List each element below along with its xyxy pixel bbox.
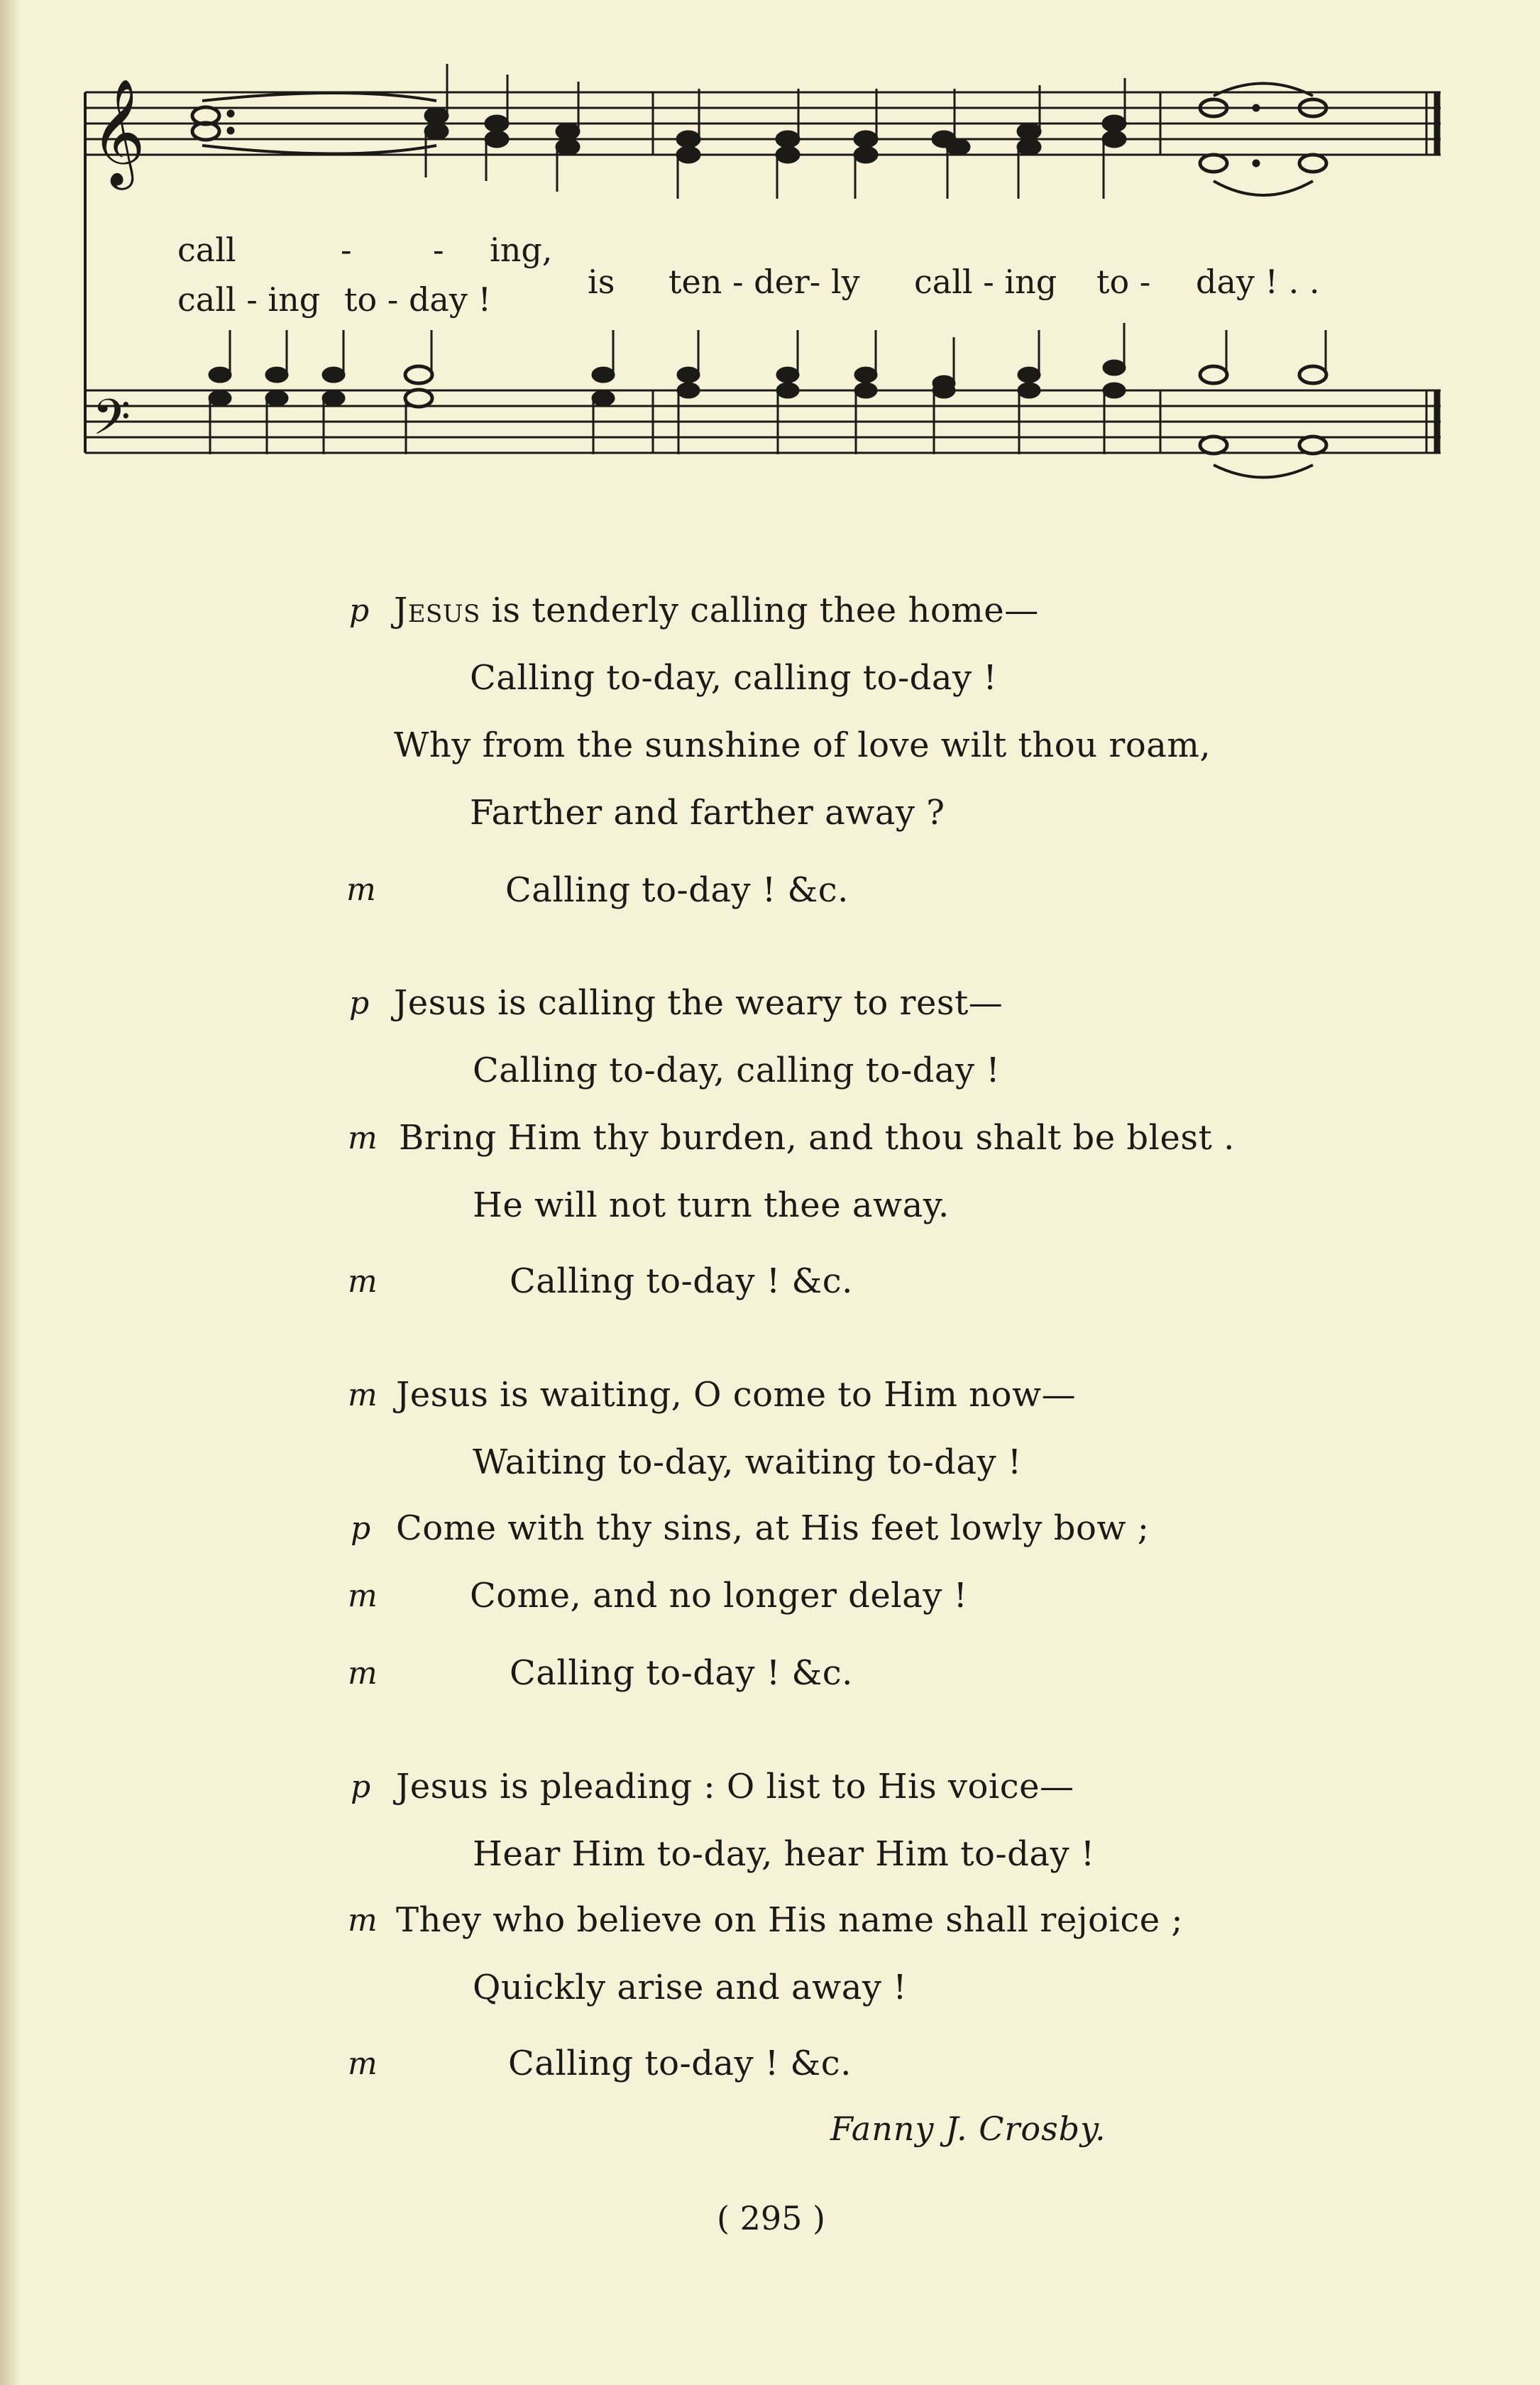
verse-line: Come with thy sins, at His feet lowly bow ; bbox=[396, 1508, 1150, 1548]
treble-notes bbox=[192, 64, 1326, 199]
author-credit: Fanny J. Crosby. bbox=[830, 2110, 1106, 2148]
treble-staff bbox=[85, 92, 1441, 155]
lyric-hyphen: - bbox=[341, 231, 352, 269]
verse-line: Farther and farther away ? bbox=[470, 793, 945, 833]
bass-notes bbox=[209, 383, 1326, 478]
refrain-line: Calling to-day ! &c. bbox=[510, 1261, 853, 1301]
verse-line: Waiting to-day, waiting to-day ! bbox=[473, 1442, 1022, 1482]
verse-line: Jesus is waiting, O come to Him now— bbox=[396, 1375, 1077, 1415]
verse-line: Why from the sunshine of love wilt thou roam, bbox=[394, 725, 1211, 765]
refrain-line: Calling to-day ! &c. bbox=[508, 2044, 852, 2083]
tenor-notes bbox=[209, 323, 1326, 390]
dynamic-mark: p bbox=[349, 985, 370, 1021]
bass-clef-icon: 𝄢 bbox=[92, 388, 131, 458]
verse-line: Jesus is calling the weary to rest— bbox=[394, 983, 1003, 1023]
verse-line: Calling to-day, calling to-day ! bbox=[473, 1051, 1001, 1090]
dynamic-mark: p bbox=[351, 1769, 371, 1805]
dynamic-mark: m bbox=[348, 1655, 378, 1692]
page-gutter bbox=[0, 0, 18, 2385]
lyric-tenderly: ten - der- ly bbox=[669, 263, 860, 301]
lyric-ing: ing, bbox=[490, 231, 553, 269]
lyric-hyphen: - bbox=[433, 231, 444, 269]
lyric-day: day ! . . bbox=[1196, 263, 1320, 301]
dynamic-mark: m bbox=[346, 872, 376, 908]
verse-line: Jesus is tenderly calling thee home— bbox=[394, 591, 1039, 630]
lyric-is: is bbox=[588, 263, 615, 301]
dynamic-mark: m bbox=[348, 1902, 378, 1939]
dynamic-mark: m bbox=[348, 1120, 378, 1156]
lyric-calling: call - ing bbox=[177, 280, 321, 319]
verse-line: Jesus is pleading : O list to His voice— bbox=[396, 1767, 1074, 1806]
lyric-to: to - bbox=[1096, 263, 1151, 301]
lyric-call: call bbox=[177, 231, 236, 269]
dynamic-mark: m bbox=[348, 1263, 378, 1300]
dynamic-mark: p bbox=[351, 1510, 371, 1547]
verse-line: Quickly arise and away ! bbox=[473, 1968, 908, 2007]
dynamic-mark: m bbox=[348, 1377, 378, 1413]
refrain-line: Calling to-day ! &c. bbox=[505, 870, 849, 910]
verse-line: Calling to-day, calling to-day ! bbox=[470, 658, 998, 698]
page-number: ( 295 ) bbox=[717, 2199, 825, 2237]
verse-line: Bring Him thy burden, and thou shalt be blest . bbox=[399, 1118, 1235, 1158]
lyric-today: to - day ! bbox=[344, 280, 491, 319]
verse-line: Come, and no longer delay ! bbox=[470, 1576, 968, 1616]
dynamic-mark: p bbox=[349, 593, 370, 629]
verse-line: Hear Him to-day, hear Him to-day ! bbox=[473, 1834, 1095, 1874]
dynamic-mark: m bbox=[348, 1578, 378, 1614]
dynamic-mark: m bbox=[348, 2046, 378, 2082]
verse-line: He will not turn thee away. bbox=[473, 1185, 950, 1225]
bass-staff bbox=[85, 390, 1441, 453]
lyric-calling-2: call - ing bbox=[914, 263, 1057, 301]
final-barline bbox=[1426, 92, 1437, 453]
verse-line: They who believe on His name shall rejoice ; bbox=[396, 1900, 1184, 1940]
treble-clef-icon: 𝄞 bbox=[91, 77, 145, 185]
refrain-line: Calling to-day ! &c. bbox=[510, 1653, 853, 1693]
